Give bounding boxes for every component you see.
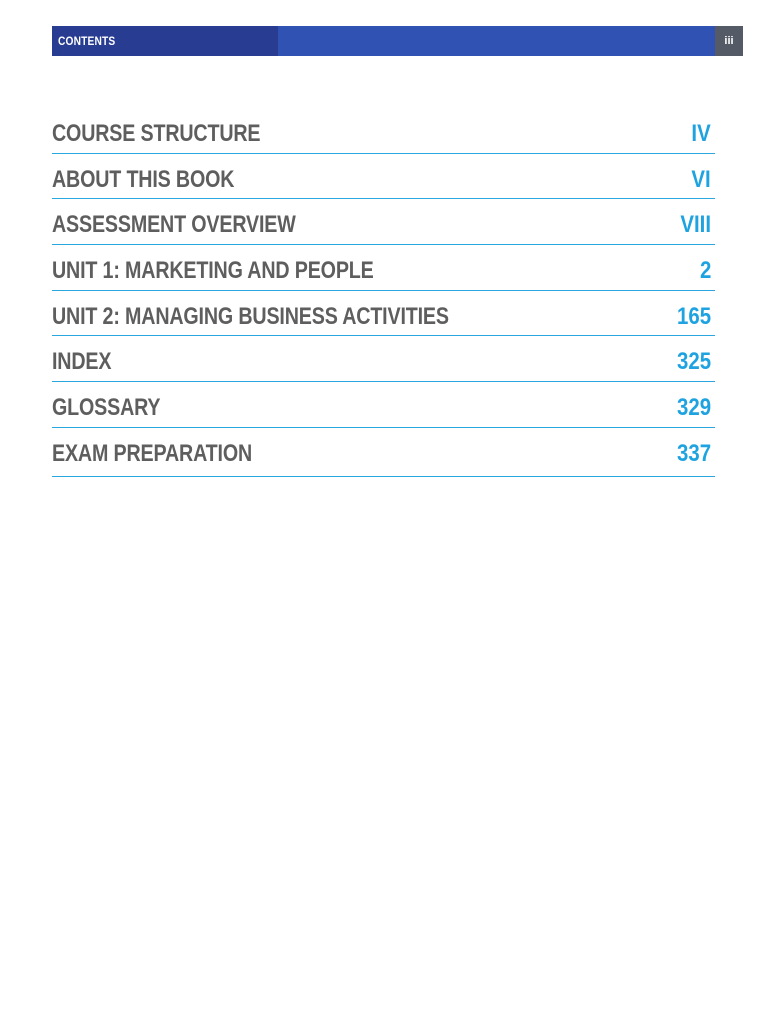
toc-entry-title: GLOSSARY [52,394,161,422]
toc-entry-page: VI [691,165,711,193]
toc-entry-unit-1[interactable] [52,245,715,291]
toc-entry-glossary[interactable] [52,382,715,428]
toc-entry-assessment-overview[interactable] [52,199,715,245]
toc-entry-unit-2[interactable] [52,291,715,337]
toc-entry-title: UNIT 2: MANAGING BUSINESS ACTIVITIES [52,302,449,330]
toc-entry-course-structure[interactable] [52,108,715,154]
toc-entry-page: IV [691,120,711,147]
table-of-contents [52,108,715,477]
toc-entry-title: ABOUT THIS BOOK [52,165,235,193]
toc-entry-page: 2 [699,257,711,285]
toc-entry-page: 325 [676,348,711,376]
toc-entry-index[interactable] [52,336,715,382]
header-title: CONTENTS [57,34,116,48]
toc-entry-page: 165 [676,302,711,330]
toc-entry-title: COURSE STRUCTURE [52,120,261,147]
page-number: iii [724,35,734,47]
header-fill [278,26,715,56]
toc-entry-page: 329 [676,394,711,422]
toc-entry-about-this-book[interactable] [52,154,715,200]
toc-entry-title: INDEX [52,348,112,376]
page-number-box [715,26,743,56]
toc-entry-page: VIII [680,211,711,239]
toc-entry-title: ASSESSMENT OVERVIEW [52,211,296,239]
header-title-block [52,26,278,56]
toc-entry-title: EXAM PREPARATION [52,439,253,467]
header-bar [52,26,743,56]
toc-entry-title: UNIT 1: MARKETING AND PEOPLE [52,257,374,285]
toc-entry-exam-preparation[interactable] [52,428,715,477]
toc-entry-page: 337 [676,439,711,467]
